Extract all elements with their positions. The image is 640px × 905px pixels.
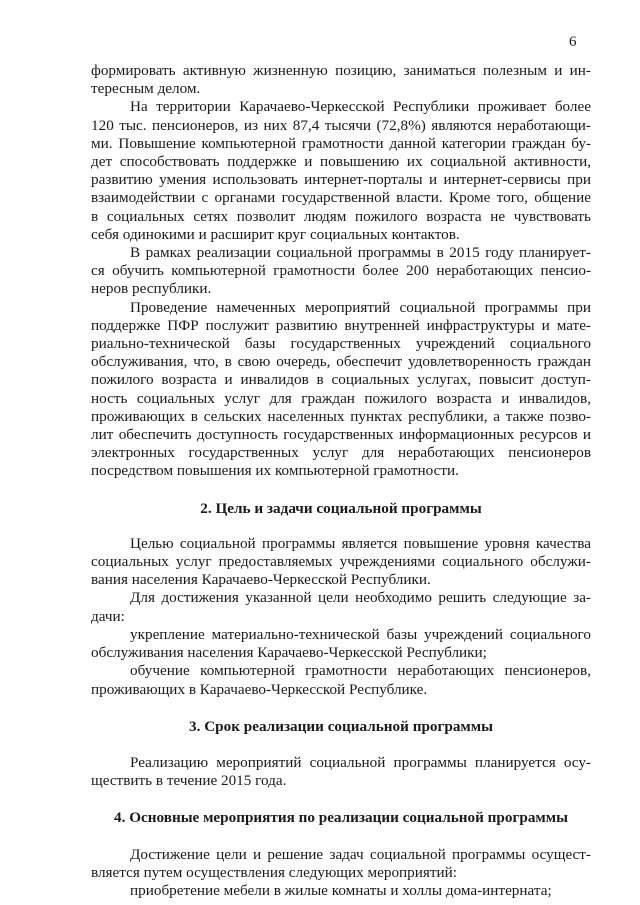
text-line: Для достижения указанной цели необходимо решить следующие за-	[130, 589, 591, 607]
text-line: взаимодействии с органами государственной власти. Кроме того, общение	[91, 189, 591, 207]
text-line: посредством повышения их компьютерной грамотности.	[91, 462, 459, 480]
text-line: пожилого возраста и инвалидов в социальных услугах, повысит доступ-	[91, 371, 591, 389]
section	[91, 718, 591, 791]
paragraph	[91, 535, 591, 590]
text-line: проживающих в сельских населенных пунктах республики, а также позво-	[91, 407, 591, 425]
text-line: ми. Повышение компьютерной грамотности данной категории граждан бу-	[91, 134, 591, 152]
paragraph	[91, 299, 591, 481]
text-line: Достижение цели и решение задач социальной программы осущест-	[130, 845, 591, 863]
text-line: ществить в течение 2015 года.	[91, 772, 287, 790]
text-line: неров республики.	[91, 280, 212, 298]
text-line: вания населения Карачаево-Черкесской Республики.	[91, 571, 431, 589]
paragraph	[91, 846, 591, 882]
text-line: дет способствовать поддержке и повышению их социальной активности,	[91, 153, 591, 171]
text-line: развитию умения использовать интернет-порталы и интернет-сервисы при	[91, 171, 591, 189]
text-line: обслуживания, что, в свою очередь, обеспечит удовлетворенность граждан	[91, 353, 591, 371]
text-line: социальных услуг предоставляемых учреждениями социального обслужи-	[91, 553, 591, 571]
text-line: электронных государственных услуг для неработающих пенсионеров	[91, 444, 591, 462]
document-body	[91, 62, 591, 900]
paragraph	[91, 754, 591, 790]
section-heading: 2. Цель и задачи социальной программы	[200, 499, 482, 517]
text-line: себя одинокими и расширит круг социальных контактов.	[91, 225, 460, 243]
text-line: укрепление материально-технической базы учреждений социального	[130, 625, 591, 643]
text-line: обучение компьютерной грамотности неработающих пенсионеров,	[130, 662, 591, 680]
paragraph	[91, 62, 591, 98]
paragraph	[91, 244, 591, 299]
section-heading: 4. Основные мероприятия по реализации социальной программы	[114, 809, 568, 827]
text-line: В рамках реализации социальной программы в 2015 году планирует-	[130, 244, 591, 262]
section	[91, 809, 591, 900]
text-line: ность социальных услуг для граждан пожилого возраста и инвалидов,	[91, 389, 591, 407]
section	[91, 62, 591, 481]
paragraph	[91, 589, 591, 625]
text-line: лит обеспечить доступность государственных информационных ресурсов и	[91, 426, 591, 444]
text-line: в социальных сетях позволит людям пожилого возраста не чувствовать	[91, 207, 591, 225]
text-line: проживающих в Карачаево-Черкесской Республике.	[91, 680, 428, 698]
text-line: риально-технической базы государственных учреждений социального	[91, 335, 591, 353]
text-line: формировать активную жизненную позицию, заниматься полезным и ин-	[91, 62, 591, 79]
text-line: 120 тыс. пенсионеров, из них 87,4 тысячи (72,8%) являются неработающи-	[91, 116, 591, 134]
text-line: дачи:	[91, 607, 125, 625]
text-line: поддержке ПФР послужит развитию внутренней инфраструктуры и мате-	[91, 316, 591, 334]
paragraph	[91, 662, 591, 698]
paragraph	[91, 626, 591, 662]
text-line: приобретение мебели в жилые комнаты и холлы дома-интерната;	[130, 881, 552, 899]
text-line: На территории Карачаево-Черкесской Республики проживает более	[130, 98, 591, 116]
text-line: тересным делом.	[91, 80, 201, 98]
text-line: Проведение намеченных мероприятий социальной программы при	[130, 298, 591, 316]
paragraph	[91, 98, 591, 244]
text-line: вляется путем осуществления следующих мероприятий:	[91, 863, 457, 881]
text-line: Целью социальной программы является повышение уровня качества	[130, 534, 591, 552]
text-line: Реализацию мероприятий социальной программы планируется осу-	[130, 753, 591, 771]
section-heading: 3. Срок реализации социальной программы	[189, 717, 493, 735]
section	[91, 500, 591, 699]
paragraph	[91, 882, 591, 900]
text-line: ся обучить компьютерной грамотности более 200 неработающих пенсио-	[91, 262, 591, 280]
text-line: обслуживания населения Карачаево-Черкесской Республики;	[91, 644, 487, 662]
page-number: 6	[569, 34, 577, 50]
